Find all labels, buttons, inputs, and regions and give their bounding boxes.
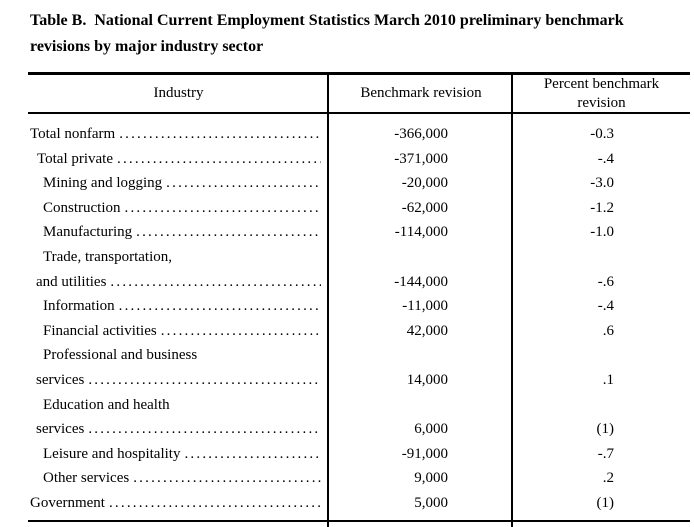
- leader-dots: [161, 319, 321, 344]
- industry-cell: [28, 196, 329, 221]
- benchmark-revision-cell: -114,000: [394, 224, 448, 241]
- percent-benchmark-revision-cell: .6: [602, 322, 614, 339]
- percent-benchmark-revision-cell: -.6: [597, 273, 614, 290]
- leader-dots: [136, 220, 321, 245]
- industry-label-line1: [28, 319, 323, 344]
- leader-dots: [133, 466, 321, 491]
- industry-label: services: [36, 371, 85, 388]
- industry-label-line1: [28, 171, 323, 196]
- industry-label-line1: [28, 122, 323, 147]
- table-row: [28, 442, 690, 467]
- leader-dots: [117, 147, 321, 172]
- benchmark-revision-cell: -91,000: [401, 445, 448, 462]
- percent-benchmark-revision-cell: .2: [602, 470, 614, 487]
- table-row: [28, 343, 690, 392]
- industry-label-line1: [28, 491, 323, 516]
- industry-label-line1: [28, 245, 323, 270]
- percent-benchmark-revision-cell: -.4: [597, 150, 614, 167]
- benchmark-revision-cell: -366,000: [394, 126, 448, 142]
- percent-benchmark-revision-cell: -1.0: [590, 224, 614, 241]
- industry-cell: [28, 393, 329, 442]
- leader-dots: [166, 171, 321, 196]
- industry-label: Total private: [37, 150, 114, 167]
- percent-benchmark-revision-cell: -.4: [597, 298, 614, 315]
- industry-cell: [28, 294, 329, 319]
- industry-label: Manufacturing: [43, 224, 133, 241]
- leader-dots: [119, 122, 321, 147]
- page-title: Table B. National Current Employment Statistics March 2010 preliminary benchmark revisions by major industry sector: [30, 12, 628, 55]
- percent-benchmark-revision-cell: -.7: [597, 445, 614, 462]
- benchmark-revision-cell: -11,000: [402, 298, 448, 315]
- benchmark-revision-cell: 14,000: [406, 371, 448, 388]
- industry-label: Trade, transportation,: [43, 248, 173, 265]
- industry-cell: [28, 220, 329, 245]
- industry-label: Information: [43, 298, 115, 315]
- table-row: [28, 245, 690, 294]
- benchmark-revision-cell: 9,000: [414, 470, 448, 487]
- benchmark-revision-cell: -20,000: [401, 175, 448, 192]
- industry-label: Total nonfarm: [30, 126, 116, 142]
- table-row: [28, 466, 690, 491]
- leader-dots: [88, 417, 321, 442]
- industry-label: Other services: [43, 470, 130, 487]
- percent-benchmark-revision-cell: -0.3: [590, 126, 614, 142]
- percent-benchmark-revision-cell: (1): [596, 421, 614, 438]
- leader-dots: [109, 491, 321, 516]
- leader-dots: [125, 196, 322, 221]
- benchmark-table: [28, 72, 690, 522]
- table-row: [28, 122, 690, 147]
- table-row: [28, 491, 690, 516]
- industry-cell: [28, 245, 329, 294]
- industry-label: Government: [30, 494, 105, 511]
- industry-label: Financial activities: [43, 322, 157, 339]
- industry-label-line1: [28, 442, 323, 467]
- percent-benchmark-revision-cell: .1: [602, 371, 614, 388]
- industry-label-line2: [28, 417, 323, 442]
- industry-label-line1: [28, 343, 323, 368]
- industry-label-line2: [28, 270, 323, 295]
- industry-cell: [28, 171, 329, 196]
- industry-cell: [28, 491, 329, 516]
- column-divider-2: [511, 72, 513, 527]
- table-header-row: [28, 72, 690, 114]
- industry-label-line1: [28, 393, 323, 418]
- leader-dots: [184, 442, 321, 467]
- column-divider-1: [327, 72, 329, 527]
- industry-label-line1: [28, 466, 323, 491]
- col-header-percent-benchmark-revision: Percent benchmark revision: [543, 75, 660, 111]
- leader-dots: [119, 294, 321, 319]
- industry-label: and utilities: [36, 273, 107, 290]
- industry-label-line1: [28, 196, 323, 221]
- industry-label-line2: [28, 368, 323, 393]
- table-row: [28, 196, 690, 221]
- benchmark-revision-cell: 42,000: [406, 322, 448, 339]
- percent-benchmark-revision-cell: (1): [596, 494, 614, 511]
- industry-cell: [28, 442, 329, 467]
- industry-label: Construction: [43, 199, 121, 216]
- table-row: [28, 147, 690, 172]
- industry-cell: [28, 466, 329, 491]
- table-row: [28, 294, 690, 319]
- industry-label: Leisure and hospitality: [43, 445, 181, 462]
- table-row: [28, 393, 690, 442]
- col-header-benchmark-revision: Benchmark revision: [360, 85, 482, 101]
- industry-cell: [28, 147, 329, 172]
- benchmark-revision-cell: -371,000: [394, 150, 448, 167]
- table-row: [28, 171, 690, 196]
- table-row: [28, 220, 690, 245]
- benchmark-revision-cell: 5,000: [414, 494, 448, 511]
- benchmark-revision-cell: 6,000: [414, 421, 448, 438]
- industry-label-line1: [28, 220, 323, 245]
- percent-benchmark-revision-cell: -3.0: [590, 175, 614, 192]
- table-row: [28, 319, 690, 344]
- table-body: [28, 114, 690, 522]
- leader-dots: [110, 270, 321, 295]
- percent-benchmark-revision-cell: -1.2: [590, 199, 614, 216]
- industry-label-line1: [28, 294, 323, 319]
- industry-label: Mining and logging: [43, 175, 163, 192]
- industry-cell: [28, 343, 329, 392]
- industry-label-line1: [28, 147, 323, 172]
- benchmark-revision-cell: -144,000: [394, 273, 448, 290]
- benchmark-revision-cell: -62,000: [401, 199, 448, 216]
- industry-cell: [28, 319, 329, 344]
- col-header-industry: Industry: [153, 85, 204, 101]
- industry-label: services: [36, 421, 85, 438]
- industry-cell: [28, 122, 329, 147]
- industry-label: Professional and business: [43, 347, 198, 364]
- industry-label: Education and health: [43, 396, 170, 413]
- leader-dots: [88, 368, 321, 393]
